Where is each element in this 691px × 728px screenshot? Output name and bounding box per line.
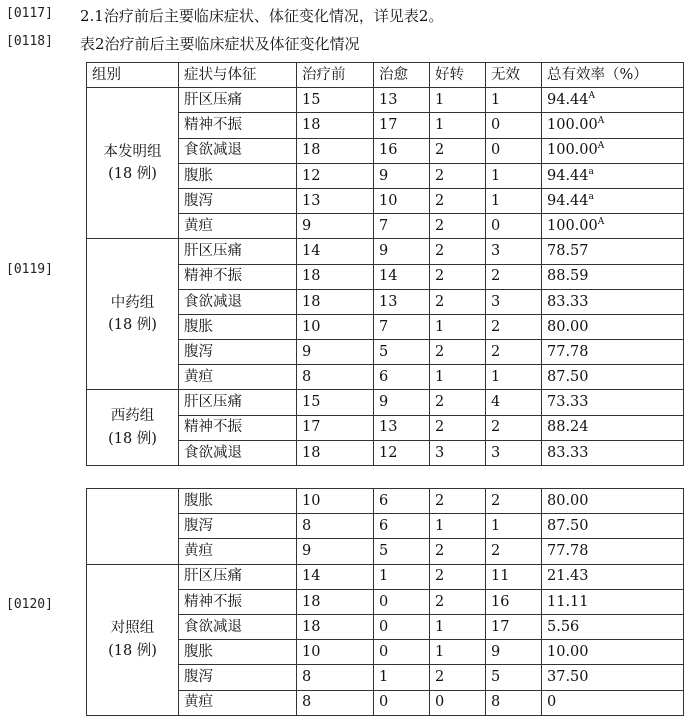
- rate-value: 21.43: [547, 568, 589, 585]
- improved-cell: 2: [430, 188, 486, 213]
- rate-value: 94.44: [547, 192, 589, 209]
- improved-cell: 2: [430, 415, 486, 440]
- rate-value: 87.50: [547, 518, 589, 535]
- rate-cell: [542, 415, 684, 440]
- cured-cell: 5: [374, 340, 430, 365]
- group-count: (18 例): [108, 642, 157, 659]
- rate-cell: [542, 589, 684, 614]
- before-cell: 8: [297, 365, 374, 390]
- rate-cell: [542, 440, 684, 465]
- header-before: 治疗前: [297, 63, 374, 88]
- improved-cell: 2: [430, 163, 486, 188]
- invalid-cell: 3: [486, 239, 542, 264]
- invalid-cell: 5: [486, 665, 542, 690]
- invalid-cell: 1: [486, 188, 542, 213]
- before-cell: 14: [297, 564, 374, 589]
- improved-cell: 1: [430, 614, 486, 639]
- symptom-cell: 精神不振: [179, 415, 297, 440]
- symptom-cell: 腹泻: [179, 188, 297, 213]
- symptom-cell: 腹泻: [179, 514, 297, 539]
- rate-cell: [542, 264, 684, 289]
- paragraph-number-0117: [0117]: [6, 6, 53, 21]
- symptom-cell: 食欲减退: [179, 440, 297, 465]
- symptom-cell: 肝区压痛: [179, 239, 297, 264]
- rate-value: 77.78: [547, 543, 589, 560]
- cured-cell: 6: [374, 489, 430, 514]
- rate-cell: [542, 365, 684, 390]
- rate-cell: [542, 239, 684, 264]
- symptom-cell: 精神不振: [179, 113, 297, 138]
- invalid-cell: 1: [486, 163, 542, 188]
- rate-value: 10.00: [547, 643, 589, 660]
- cured-cell: 9: [374, 163, 430, 188]
- header-improved: 好转: [430, 63, 486, 88]
- cured-cell: 7: [374, 314, 430, 339]
- improved-cell: 2: [430, 539, 486, 564]
- before-cell: 18: [297, 289, 374, 314]
- paragraph-number-0120: [0120]: [6, 597, 53, 612]
- cured-cell: 12: [374, 440, 430, 465]
- symptom-cell: 黄疸: [179, 539, 297, 564]
- invalid-cell: 2: [486, 489, 542, 514]
- cured-cell: 0: [374, 589, 430, 614]
- paragraph-text-0117: 2.1治疗前后主要临床症状、体征变化情况，详见表2。: [80, 7, 444, 25]
- cured-cell: 0: [374, 614, 430, 639]
- improved-cell: 2: [430, 340, 486, 365]
- rate-value: 0: [547, 694, 557, 711]
- improved-cell: 2: [430, 564, 486, 589]
- before-cell: 18: [297, 113, 374, 138]
- before-cell: 9: [297, 214, 374, 239]
- before-cell: 15: [297, 390, 374, 415]
- table-row: [87, 239, 684, 264]
- before-cell: 13: [297, 188, 374, 213]
- symptom-cell: 食欲减退: [179, 138, 297, 163]
- rate-value: 80.00: [547, 318, 589, 335]
- rate-cell: [542, 539, 684, 564]
- symptom-cell: 腹泻: [179, 665, 297, 690]
- symptom-cell: 肝区压痛: [179, 564, 297, 589]
- cured-cell: 0: [374, 640, 430, 665]
- cured-cell: 7: [374, 214, 430, 239]
- table-caption: 表2治疗前后主要临床症状及体征变化情况: [80, 35, 360, 53]
- before-cell: 18: [297, 138, 374, 163]
- rate-cell: [542, 314, 684, 339]
- rate-cell: [542, 188, 684, 213]
- before-cell: 9: [297, 340, 374, 365]
- improved-cell: 1: [430, 88, 486, 113]
- before-cell: 14: [297, 239, 374, 264]
- symptom-cell: 黄疸: [179, 214, 297, 239]
- invalid-cell: 3: [486, 289, 542, 314]
- rate-value: 83.33: [547, 444, 589, 461]
- before-cell: 8: [297, 690, 374, 715]
- rate-value: 80.00: [547, 492, 589, 509]
- before-cell: 8: [297, 665, 374, 690]
- invalid-cell: 1: [486, 514, 542, 539]
- rate-cell: [542, 690, 684, 715]
- rate-cell: [542, 665, 684, 690]
- cured-cell: 1: [374, 564, 430, 589]
- before-cell: 10: [297, 489, 374, 514]
- invalid-cell: 4: [486, 390, 542, 415]
- group-name: 中药组: [110, 294, 155, 311]
- invalid-cell: 0: [486, 214, 542, 239]
- invalid-cell: 2: [486, 340, 542, 365]
- invalid-cell: 11: [486, 564, 542, 589]
- symptom-cell: 肝区压痛: [179, 390, 297, 415]
- before-cell: 18: [297, 440, 374, 465]
- symptom-cell: 腹胀: [179, 640, 297, 665]
- group-count: (18 例): [108, 430, 157, 447]
- invalid-cell: 8: [486, 690, 542, 715]
- rate-cell: [542, 390, 684, 415]
- paragraph-number-0119: [0119]: [6, 262, 53, 277]
- cured-cell: 13: [374, 289, 430, 314]
- rate-cell: [542, 88, 684, 113]
- cured-cell: 5: [374, 539, 430, 564]
- improved-cell: 1: [430, 365, 486, 390]
- improved-cell: 1: [430, 514, 486, 539]
- group-name: 对照组: [110, 620, 155, 637]
- paragraph-number-0118: [0118]: [6, 34, 53, 49]
- table-row: [87, 88, 684, 113]
- symptom-cell: 肝区压痛: [179, 88, 297, 113]
- before-cell: 9: [297, 539, 374, 564]
- symptom-cell: 精神不振: [179, 589, 297, 614]
- invalid-cell: 2: [486, 415, 542, 440]
- invalid-cell: 2: [486, 539, 542, 564]
- invalid-cell: 1: [486, 88, 542, 113]
- improved-cell: 1: [430, 640, 486, 665]
- group-cell: [87, 239, 179, 390]
- before-cell: 17: [297, 415, 374, 440]
- rate-cell: [542, 640, 684, 665]
- rate-cell: [542, 564, 684, 589]
- rate-cell: [542, 138, 684, 163]
- improved-cell: 0: [430, 690, 486, 715]
- significance-mark: A: [588, 91, 596, 102]
- improved-cell: 1: [430, 314, 486, 339]
- efficacy-table-part1: [86, 62, 684, 466]
- rate-value: 88.24: [547, 419, 589, 436]
- table-row: [87, 390, 684, 415]
- cured-cell: 0: [374, 690, 430, 715]
- invalid-cell: 9: [486, 640, 542, 665]
- cured-cell: 13: [374, 88, 430, 113]
- rate-value: 77.78: [547, 343, 589, 360]
- cured-cell: 9: [374, 239, 430, 264]
- improved-cell: 2: [430, 665, 486, 690]
- before-cell: 12: [297, 163, 374, 188]
- improved-cell: 1: [430, 113, 486, 138]
- header-cured: 治愈: [374, 63, 430, 88]
- improved-cell: 2: [430, 390, 486, 415]
- symptom-cell: 食欲减退: [179, 289, 297, 314]
- symptom-cell: 腹泻: [179, 340, 297, 365]
- invalid-cell: 1: [486, 365, 542, 390]
- rate-cell: [542, 113, 684, 138]
- symptom-cell: 黄疸: [179, 690, 297, 715]
- rate-value: 11.11: [547, 593, 589, 610]
- improved-cell: 2: [430, 239, 486, 264]
- efficacy-table-part2: [86, 488, 684, 716]
- rate-value: 37.50: [547, 669, 589, 686]
- rate-cell: [542, 514, 684, 539]
- efficacy-table-part1-body: [87, 63, 684, 466]
- significance-mark: A: [597, 216, 605, 227]
- significance-mark: A: [597, 141, 605, 152]
- before-cell: 10: [297, 314, 374, 339]
- group-cell: [87, 390, 179, 466]
- header-invalid: 无效: [486, 63, 542, 88]
- rate-value: 78.57: [547, 243, 589, 260]
- group-count: (18 例): [108, 317, 157, 334]
- symptom-cell: 食欲减退: [179, 614, 297, 639]
- significance-mark: a: [588, 191, 594, 202]
- group-cell: [87, 489, 179, 565]
- significance-mark: A: [597, 116, 605, 127]
- rate-value: 100.00: [547, 217, 598, 234]
- before-cell: 18: [297, 264, 374, 289]
- cured-cell: 16: [374, 138, 430, 163]
- rate-value: 5.56: [547, 618, 580, 635]
- invalid-cell: 17: [486, 614, 542, 639]
- improved-cell: 2: [430, 214, 486, 239]
- cured-cell: 17: [374, 113, 430, 138]
- rate-cell: [542, 289, 684, 314]
- significance-mark: a: [588, 166, 594, 177]
- improved-cell: 2: [430, 264, 486, 289]
- improved-cell: 2: [430, 138, 486, 163]
- invalid-cell: 3: [486, 440, 542, 465]
- symptom-cell: 黄疸: [179, 365, 297, 390]
- invalid-cell: 2: [486, 314, 542, 339]
- cured-cell: 14: [374, 264, 430, 289]
- improved-cell: 3: [430, 440, 486, 465]
- rate-value: 88.59: [547, 268, 589, 285]
- group-cell: [87, 88, 179, 239]
- symptom-cell: 腹胀: [179, 489, 297, 514]
- invalid-cell: 2: [486, 264, 542, 289]
- before-cell: 18: [297, 614, 374, 639]
- before-cell: 18: [297, 589, 374, 614]
- header-group: 组别: [87, 63, 179, 88]
- improved-cell: 2: [430, 589, 486, 614]
- group-cell: [87, 564, 179, 715]
- before-cell: 8: [297, 514, 374, 539]
- cured-cell: 10: [374, 188, 430, 213]
- header-rate: 总有效率（%）: [542, 63, 684, 88]
- before-cell: 15: [297, 88, 374, 113]
- group-name: 西药组: [110, 408, 155, 425]
- rate-value: 73.33: [547, 394, 589, 411]
- efficacy-table-part2-body: [87, 489, 684, 716]
- rate-cell: [542, 489, 684, 514]
- before-cell: 10: [297, 640, 374, 665]
- improved-cell: 2: [430, 489, 486, 514]
- invalid-cell: 0: [486, 138, 542, 163]
- invalid-cell: 0: [486, 113, 542, 138]
- cured-cell: 9: [374, 390, 430, 415]
- rate-value: 83.33: [547, 293, 589, 310]
- symptom-cell: 精神不振: [179, 264, 297, 289]
- rate-value: 100.00: [547, 117, 598, 134]
- invalid-cell: 16: [486, 589, 542, 614]
- rate-cell: [542, 340, 684, 365]
- improved-cell: 2: [430, 289, 486, 314]
- symptom-cell: 腹胀: [179, 314, 297, 339]
- table-row: [87, 489, 684, 514]
- symptom-cell: 腹胀: [179, 163, 297, 188]
- cured-cell: 6: [374, 514, 430, 539]
- group-count: (18 例): [108, 166, 157, 183]
- rate-value: 87.50: [547, 369, 589, 386]
- rate-value: 100.00: [547, 142, 598, 159]
- rate-cell: [542, 214, 684, 239]
- header-symptom: 症状与体征: [179, 63, 297, 88]
- cured-cell: 13: [374, 415, 430, 440]
- group-name: 本发明组: [103, 143, 162, 160]
- rate-value: 94.44: [547, 167, 589, 184]
- rate-cell: [542, 163, 684, 188]
- table-row: [87, 564, 684, 589]
- rate-value: 94.44: [547, 92, 589, 109]
- cured-cell: 6: [374, 365, 430, 390]
- rate-cell: [542, 614, 684, 639]
- cured-cell: 1: [374, 665, 430, 690]
- table-header-row: [87, 63, 684, 88]
